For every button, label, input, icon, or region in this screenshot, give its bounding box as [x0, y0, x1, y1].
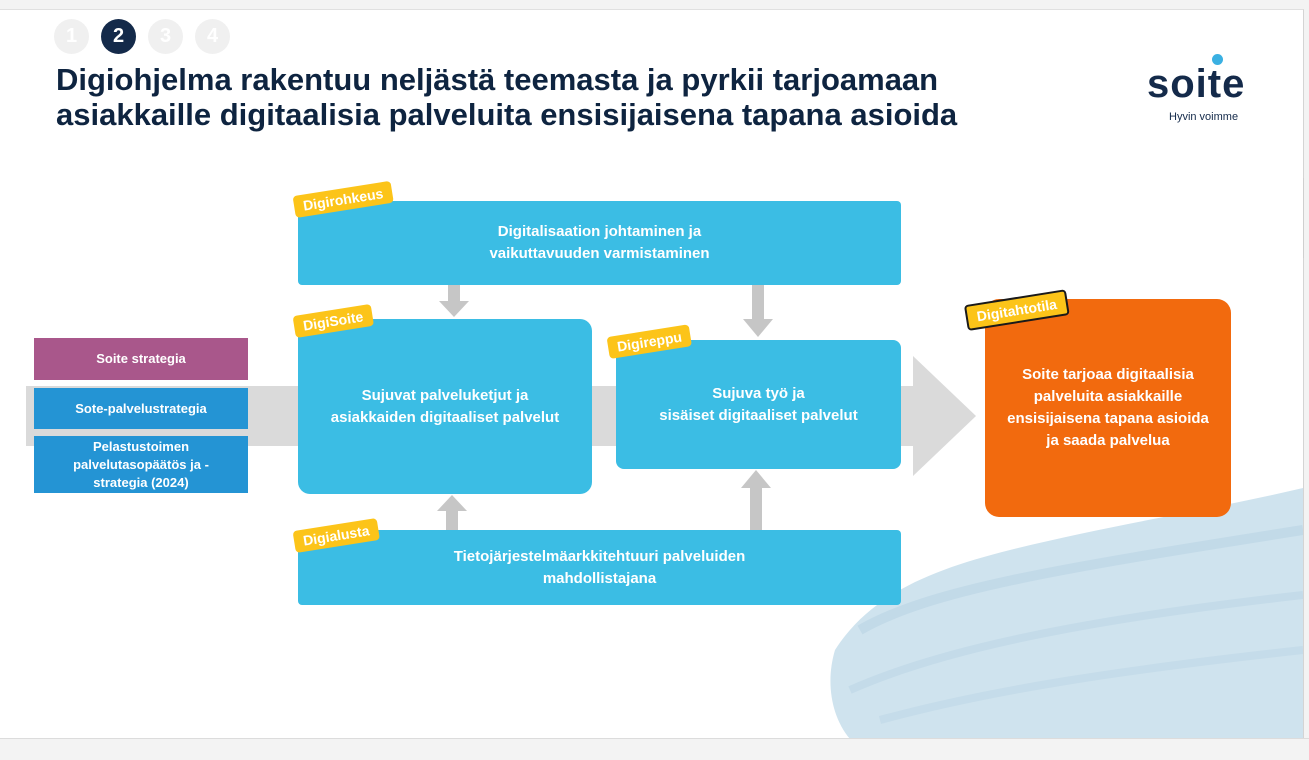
tag-digirohkeus: Digirohkeus: [293, 181, 394, 218]
goal-box-digitahtotila: Soite tarjoaa digitaalisia palveluita asiakkaille ensisijaisena tapana asioida ja saada palvelua: [985, 299, 1231, 517]
arrow-up-bottom-to-left: [437, 495, 467, 531]
tag-digireppu: Digireppu: [607, 324, 693, 359]
step-4[interactable]: 4: [195, 19, 230, 54]
slide-title: Digiohjelma rakentuu neljästä teemasta ja pyrkii tarjoamaan asiakkaille digitaalisia palveluita ensisijaisena tapana asioida: [56, 62, 958, 132]
soite-logo: [1147, 54, 1267, 124]
scrollbar-edge[interactable]: [1303, 178, 1309, 258]
arrow-up-bottom-to-middle: [741, 470, 771, 530]
logo-wordmark: soite: [1147, 62, 1246, 106]
theme-box-digirohkeus: Digitalisaation johtaminen ja vaikuttavuuden varmistaminen: [298, 201, 901, 285]
theme-box-digialusta: Tietojärjestelmäarkkitehtuuri palveluiden mahdollistajana: [298, 530, 901, 605]
input-pelastustoimen-strategia: Pelastustoimen palvelutasopäätös ja - strategia (2024): [34, 436, 248, 493]
theme-box-digisoite: Sujuvat palveluketjut ja asiakkaiden digitaaliset palvelut: [298, 319, 592, 494]
arrow-down-top-to-middle: [743, 285, 773, 339]
tag-digisoite: DigiSoite: [293, 304, 374, 338]
input-sote-palvelustrategia: Sote-palvelustrategia: [34, 388, 248, 429]
input-soite-strategia: Soite strategia: [34, 338, 248, 380]
main-flow-arrow-head: [913, 356, 976, 476]
arrow-down-top-to-left: [439, 285, 469, 317]
slide: [0, 9, 1304, 739]
step-3[interactable]: 3: [148, 19, 183, 54]
bottom-strip: [0, 738, 1309, 760]
tag-digialusta: Digialusta: [293, 518, 380, 553]
step-1[interactable]: 1: [54, 19, 89, 54]
logo-tagline: Hyvin voimme: [1169, 111, 1239, 123]
tag-digitahtotila: Digitahtotila: [964, 289, 1070, 331]
theme-box-digireppu: Sujuva työ ja sisäiset digitaaliset palvelut: [616, 340, 901, 469]
step-2-active[interactable]: 2: [101, 19, 136, 54]
